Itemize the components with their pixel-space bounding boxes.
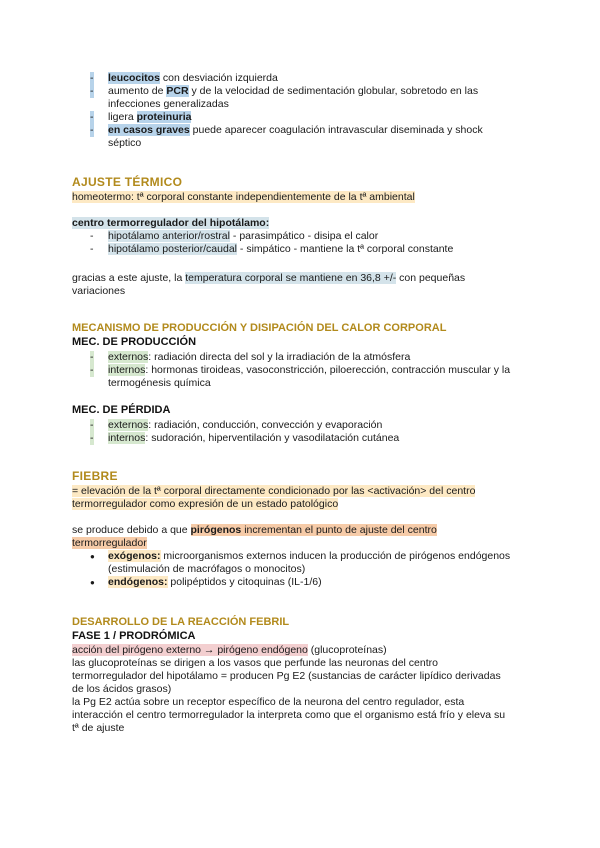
phase-heading: FASE 1 / PRODRÓMICA [72, 630, 196, 642]
subheading: MEC. DE PRODUCCIÓN [72, 336, 197, 348]
highlight-term: internos [108, 432, 146, 444]
section-heading: MECANISMO DE PRODUCCIÓN Y DISIPACIÓN DEL CALOR CORPORAL [72, 322, 447, 334]
note-text: con pequeñas variaciones [72, 272, 466, 297]
cause-highlight: incrementan el punto de ajuste del centro termorregulador [72, 524, 437, 549]
list-item [72, 85, 512, 111]
highlight-term: PCR [166, 85, 189, 97]
item-text: ligera [108, 111, 137, 123]
bullet-marker: ● [90, 578, 95, 587]
item-text: : sudoración, hiperventilación y vasodilatación cutánea [145, 432, 400, 444]
phase-highlight: acción del pirógeno externo → pirógeno endógeno [72, 644, 308, 656]
list-item [72, 111, 512, 124]
dash-marker: - [90, 351, 94, 363]
item-text: microorganismos externos inducen la producción de pirógenos endógenos (estimulación de macrófagos o monocitos) [108, 550, 511, 575]
body-text: (glucoproteínas) [307, 644, 387, 656]
dash-marker: - [90, 432, 94, 444]
list-item [72, 576, 512, 589]
section-heading: FIEBRE [72, 469, 118, 483]
highlight-term: internos [108, 364, 146, 376]
lab-findings-list [72, 72, 512, 150]
highlight-term: en casos graves [108, 124, 190, 136]
highlight-term: leucocitos [108, 72, 160, 84]
highlight-term: externos [108, 419, 149, 431]
reaccion-section [72, 616, 512, 735]
highlight-term: endógenos: [108, 576, 168, 588]
definition-text: homeotermo: tª corporal constante independientemente de la tª ambiental [72, 191, 415, 203]
item-text: polipéptidos y citoquinas (IL-1/6) [167, 576, 322, 588]
highlight-term: hipotálamo posterior/caudal [108, 243, 237, 255]
item-text: : radiación directa del sol y la irradiación de la atmósfera [148, 351, 411, 363]
dash-marker: - [90, 419, 94, 431]
list-item [72, 364, 512, 390]
list-item [72, 419, 512, 432]
item-text: - parasimpático - disipa el calor [229, 230, 379, 242]
dash-marker: - [90, 111, 94, 123]
dash-marker: - [90, 243, 94, 255]
item-text: puede aparecer coagulación intravascular diseminada y shock séptico [108, 124, 483, 149]
list-item [72, 124, 512, 150]
item-text: - simpático - mantiene la tª corporal constante [237, 243, 454, 255]
body-paragraph: la Pg E2 actúa sobre un receptor específico de la neurona del centro regulador, esta interacción el centro termorregulador la interpreta como que el organismo está frío y eleva su tª de ajuste [72, 696, 506, 734]
item-text: : hormonas tiroideas, vasoconstricción, piloerección, contracción muscular y la termogénesis química [108, 364, 511, 389]
item-text: con desviación izquierda [159, 72, 278, 84]
highlight-term: proteinuria [136, 111, 192, 123]
subheading: centro termorregulador del hipotálamo: [72, 217, 270, 229]
body-paragraph: las glucoproteínas se dirigen a los vasos que perfunde las neuronas del centro termorregulador del hipotálamo = producen Pg E2 (sustancias de carácter lipídico derivadas de los ácidos grasos) [72, 657, 501, 695]
ajuste-section [72, 176, 512, 298]
highlight-term: externos [108, 351, 149, 363]
list-item [72, 230, 512, 243]
list-item [72, 243, 512, 256]
cause-text: se produce debido a que [72, 524, 191, 536]
mecanismo-section [72, 322, 512, 445]
note-highlight: temperatura corporal se mantiene en 36,8 +/- [185, 272, 397, 284]
list-item [72, 550, 512, 576]
bullet-marker: ● [90, 552, 95, 561]
item-text: aumento de [108, 85, 167, 97]
subheading: MEC. DE PÉRDIDA [72, 404, 171, 416]
highlight-term: exógenos: [108, 550, 161, 562]
item-text: : radiación, conducción, convección y evaporación [148, 419, 383, 431]
list-item [72, 351, 512, 364]
dash-marker: - [90, 230, 94, 242]
list-item [72, 72, 512, 85]
dash-marker: - [90, 85, 94, 97]
list-item [72, 432, 512, 445]
fiebre-section [72, 470, 512, 589]
definition-text: = elevación de la tª corporal directamente condicionado por las <activación> del centro termorregulador como expresión de un estado patológico [72, 485, 476, 510]
note-text: gracias a este ajuste, la [72, 272, 186, 284]
dash-marker: - [90, 72, 94, 84]
highlight-term: pirógenos [190, 524, 242, 536]
highlight-term: hipotálamo anterior/rostral [108, 230, 230, 242]
dash-marker: - [90, 364, 94, 376]
section-heading: AJUSTE TÉRMICO [72, 175, 183, 189]
section-heading: DESARROLLO DE LA REACCIÓN FEBRIL [72, 616, 290, 628]
item-text: y de la velocidad de sedimentación globular, sobretodo en las infecciones generalizadas [108, 85, 479, 110]
dash-marker: - [90, 124, 94, 136]
